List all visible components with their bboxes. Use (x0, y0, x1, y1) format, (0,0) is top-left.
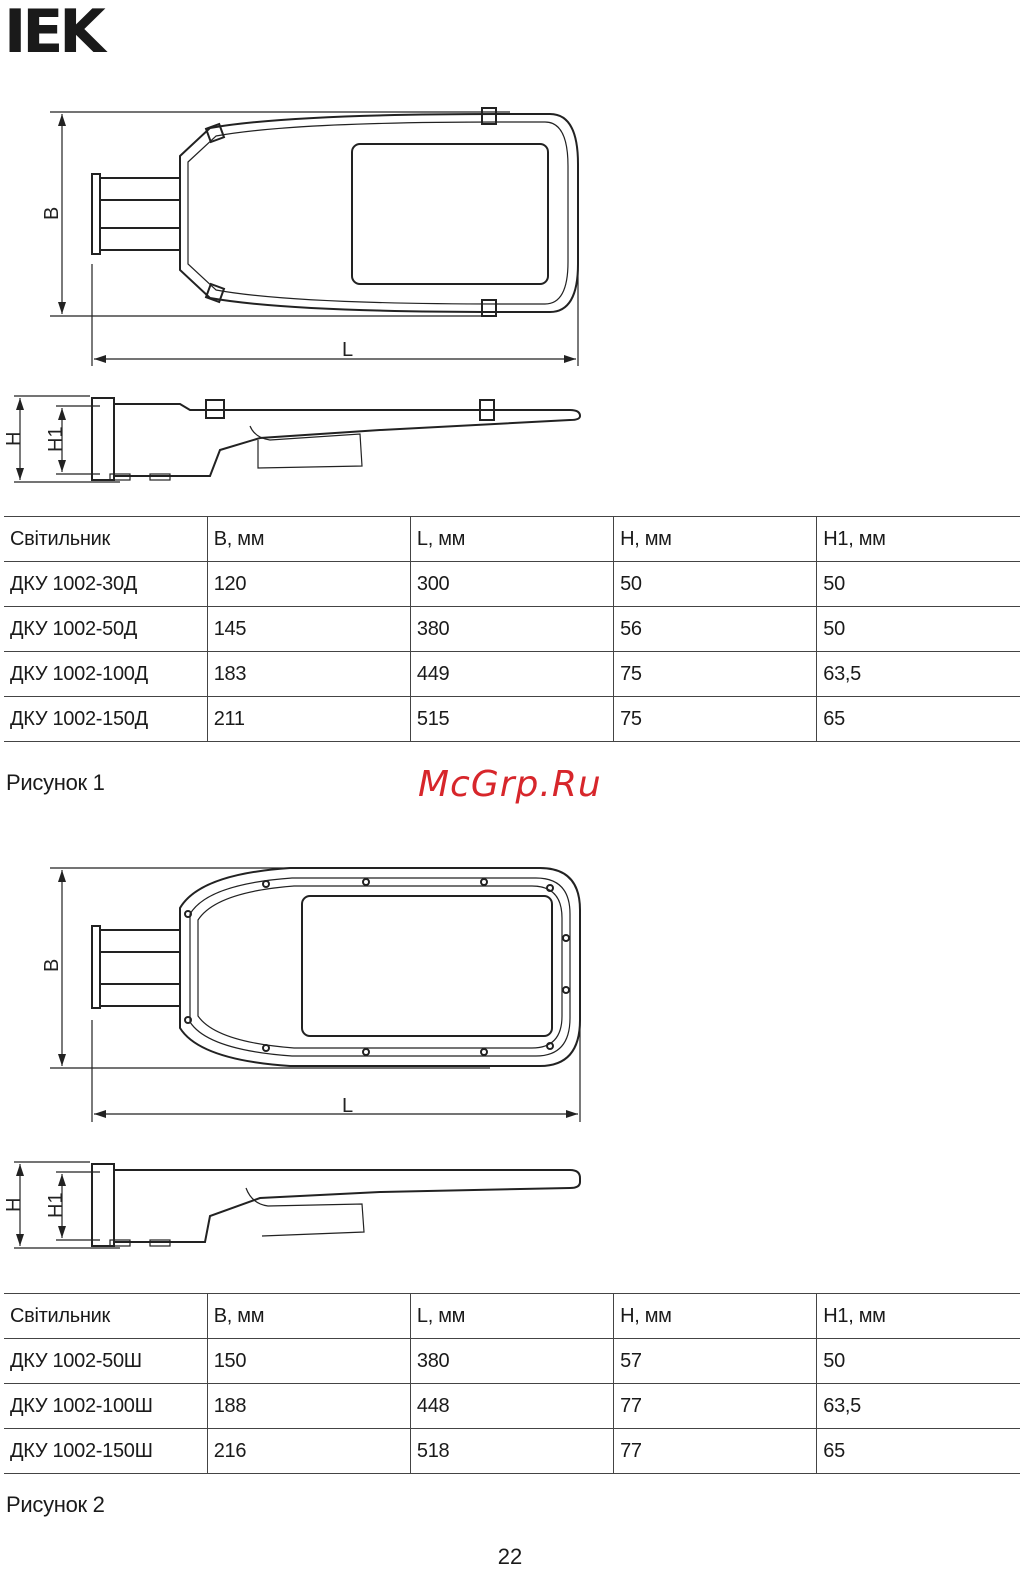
table-cell: 211 (207, 697, 410, 742)
table-cell: ДКУ 1002-100Ш (4, 1384, 207, 1429)
table-row (4, 697, 1020, 742)
col-header: H1, мм (817, 1294, 1020, 1339)
fig1-dim-l-label: L (342, 339, 354, 361)
table-cell: 120 (207, 562, 410, 607)
table-cell: 75 (614, 652, 817, 697)
table-cell: 183 (207, 652, 410, 697)
col-header: H, мм (614, 517, 817, 562)
table-row (4, 607, 1020, 652)
table-row (4, 1339, 1020, 1384)
table-cell: 65 (817, 1429, 1020, 1474)
table-cell: ДКУ 1002-150Д (4, 697, 207, 742)
fig1-dim-b-label: B (41, 206, 63, 220)
logo-text: IEK (4, 2, 102, 54)
col-header: L, мм (410, 517, 613, 562)
table-cell: 56 (614, 607, 817, 652)
spec-table-2 (4, 1293, 1020, 1474)
table-cell: 300 (410, 562, 613, 607)
table-cell: 216 (207, 1429, 410, 1474)
table-cell: 50 (817, 607, 1020, 652)
fig2-dim-l-label: L (342, 1095, 354, 1117)
fig1-dim-h-label: H (3, 431, 25, 446)
table-cell: 50 (817, 562, 1020, 607)
col-header: В, мм (207, 1294, 410, 1339)
fig2-dim-h1-label: H1 (45, 1192, 67, 1218)
table-cell: 448 (410, 1384, 613, 1429)
fig2-dim-b-label: B (41, 958, 63, 972)
page-number: 22 (497, 1544, 523, 1569)
table-cell: 50 (817, 1339, 1020, 1384)
table-cell: 150 (207, 1339, 410, 1384)
figure-caption-2: Рисунок 2 (6, 1492, 105, 1517)
col-header: Світильник (4, 1294, 207, 1339)
table-cell: 50 (614, 562, 817, 607)
table-cell: 518 (410, 1429, 613, 1474)
table-cell: 188 (207, 1384, 410, 1429)
table-cell: 380 (410, 607, 613, 652)
col-header: Світильник (4, 517, 207, 562)
table-row (4, 652, 1020, 697)
table-cell: 449 (410, 652, 613, 697)
watermark: McGrp.Ru (418, 764, 602, 805)
table-header-row (4, 1294, 1020, 1339)
iek-logo (4, 2, 120, 54)
figure1-top-view (30, 104, 590, 374)
fig1-dim-h1-label: H1 (45, 426, 67, 452)
table-cell: ДКУ 1002-150Ш (4, 1429, 207, 1474)
table-row (4, 1429, 1020, 1474)
table-cell: 63,5 (817, 652, 1020, 697)
table-cell: 75 (614, 697, 817, 742)
figure2-top-view (30, 860, 590, 1130)
table-cell: ДКУ 1002-30Д (4, 562, 207, 607)
table-cell: 515 (410, 697, 613, 742)
fig2-dim-h-label: H (3, 1197, 25, 1212)
table-header-row (4, 517, 1020, 562)
table-cell: ДКУ 1002-100Д (4, 652, 207, 697)
figure2-side-view (0, 1156, 590, 1256)
col-header: В, мм (207, 517, 410, 562)
table-row (4, 1384, 1020, 1429)
table-cell: 77 (614, 1384, 817, 1429)
table-cell: 57 (614, 1339, 817, 1384)
table-row (4, 562, 1020, 607)
table-cell: 65 (817, 697, 1020, 742)
table-cell: 77 (614, 1429, 817, 1474)
spec-table-1 (4, 516, 1020, 742)
table-cell: ДКУ 1002-50Д (4, 607, 207, 652)
col-header: H1, мм (817, 517, 1020, 562)
col-header: H, мм (614, 1294, 817, 1339)
table-cell: 63,5 (817, 1384, 1020, 1429)
table-cell: ДКУ 1002-50Ш (4, 1339, 207, 1384)
col-header: L, мм (410, 1294, 613, 1339)
table-cell: 145 (207, 607, 410, 652)
figure1-side-view (0, 390, 590, 490)
figure-caption-1: Рисунок 1 (6, 770, 105, 795)
table-cell: 380 (410, 1339, 613, 1384)
